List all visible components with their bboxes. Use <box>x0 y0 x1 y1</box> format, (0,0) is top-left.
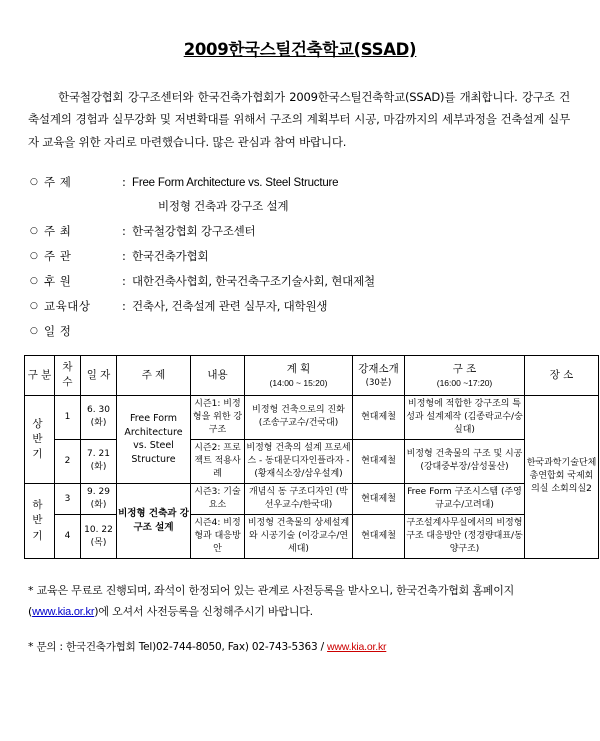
header-sublabel: (16:00 ~17:20) <box>436 377 493 388</box>
intro-paragraph <box>28 86 570 153</box>
cell-gubun: 상반기 <box>25 395 55 483</box>
cell-plan: 개념식 동 구조디자인 (박선우교수/한국대) <box>245 483 353 514</box>
cell-structure: 구조설계사무실에서의 비정형구조 대응방안 (정경량대표/동양구조) <box>405 515 525 559</box>
info-colon: : <box>122 175 126 190</box>
header-label: 장 소 <box>549 368 574 381</box>
circle-bullet-icon: ○ <box>30 177 38 188</box>
notice-text-before: 교육은 무료로 진행되며, 좌석이 한정되어 있는 관계로 사전등록을 받사오니, 한국건축가협회 홈페이지( <box>28 584 515 619</box>
cell-lecture: 현대제철 <box>353 483 405 514</box>
kia-url-link[interactable]: www.kia.or.kr <box>327 641 387 653</box>
cell-cha: 1 <box>55 395 81 439</box>
info-row <box>30 274 576 289</box>
cell-structure: Free Form 구조시스템 (주영규교수/고려대) <box>405 483 525 514</box>
header-label: 계 획 <box>286 362 311 375</box>
info-value: 건축사, 건축설계 관련 실무자, 대학원생 <box>132 299 328 314</box>
circle-bullet-icon: ○ <box>30 276 38 287</box>
info-colon: : <box>122 299 126 314</box>
cell-structure: 비정형 건축물의 구조 및 시공 (강대중부장/삼성물산) <box>405 439 525 483</box>
info-colon: : <box>122 224 126 239</box>
cell-cha: 3 <box>55 483 81 514</box>
page-title: 2009한국스틸건축학교(SSAD) <box>183 40 417 59</box>
cell-content: 시즌1: 비정형을 위한 강구조 <box>191 395 245 439</box>
header-cell-plan <box>245 356 353 395</box>
cell-place: 한국과학기술단체총연합회 국제회의실 소회의실2 <box>525 395 599 559</box>
cell-topic: Free Form Architecture vs. Steel Structure <box>117 395 191 483</box>
asterisk-icon: * <box>28 584 34 598</box>
info-row <box>30 324 576 339</box>
cell-date: 9. 29 (화) <box>81 483 117 514</box>
cell-gubun: 하반기 <box>25 483 55 558</box>
header-cell-place <box>525 356 599 395</box>
circle-bullet-icon: ○ <box>30 301 38 312</box>
cell-lecture: 현대제철 <box>353 395 405 439</box>
header-sublabel: (30분) <box>365 377 392 388</box>
cell-structure: 비정형에 적합한 강구조의 특성과 설계제작 (김종락교수/숭실대) <box>405 395 525 439</box>
cell-date: 7. 21 (화) <box>81 439 117 483</box>
cell-topic: 비정형 건축과 강구조 설계 <box>117 483 191 558</box>
cell-content: 시즌3: 기술요소 <box>191 483 245 514</box>
contact-line <box>28 639 574 654</box>
info-label: 주 최 <box>44 224 72 239</box>
info-subvalue: 비정형 건축과 강구조 설계 <box>158 199 289 214</box>
header-cell-cha <box>55 356 81 395</box>
table-row <box>25 395 599 439</box>
info-row <box>30 175 576 214</box>
cell-plan: 비정형 건축의 설계 프로세스 - 동대문디자인플라자 - (황재식소장/삼우설계) <box>245 439 353 483</box>
header-label: 강재소개 <box>358 362 399 375</box>
table-row <box>25 483 599 514</box>
cell-lecture: 현대제철 <box>353 515 405 559</box>
info-value: 대한건축사협회, 한국건축구조기술사회, 현대제철 <box>132 274 375 289</box>
header-cell-lecture <box>353 356 405 395</box>
info-label: 주 관 <box>44 249 72 264</box>
cell-date: 6. 30 (화) <box>81 395 117 439</box>
table-row <box>25 439 599 483</box>
info-label: 주 제 <box>44 175 72 190</box>
table-row <box>25 515 599 559</box>
header-cell-date <box>81 356 117 395</box>
info-label: 후 원 <box>44 274 72 289</box>
cell-content: 시즌4: 비정형과 대응방안 <box>191 515 245 559</box>
info-value: Free Form Architecture vs. Steel Structure <box>132 177 339 190</box>
circle-bullet-icon: ○ <box>30 226 38 237</box>
circle-bullet-icon: ○ <box>30 251 38 262</box>
info-value: 한국철강협회 강구조센터 <box>132 224 256 239</box>
header-cell-content <box>191 356 245 395</box>
info-row <box>30 249 576 264</box>
header-label: 구 분 <box>27 368 52 381</box>
header-label: 내용 <box>207 368 228 381</box>
info-colon: : <box>122 249 126 264</box>
header-label: 차 수 <box>62 361 73 389</box>
info-list <box>30 175 576 339</box>
notice-paragraph <box>28 581 574 623</box>
table-header-row <box>25 356 599 395</box>
circle-bullet-icon: ○ <box>30 326 38 337</box>
schedule-table <box>24 355 599 559</box>
notice-text-after: )에 오셔서 사전등록을 신청해주시기 바랍니다. <box>94 605 313 619</box>
cell-plan: 비정형 건축물의 상세설계와 시공기술 (이강교수/연세대) <box>245 515 353 559</box>
kia-homepage-link[interactable]: www.kia.or.kr <box>32 606 95 619</box>
header-cell-gubun <box>25 356 55 395</box>
intro-text: 한국철강협회 강구조센터와 한국건축가협회가 2009한국스틸건축학교(SSAD)를 개최합니다. 강구조 건축설계의 경험과 실무강화 및 저변확대를 위해서 구조의 계획부터 시공, 마감까지의 세부과정을 건축설계 실무자 교육을 위한 자리로 마련했습니다. 많은 관심과 참여 바랍니다. <box>28 90 570 149</box>
cell-lecture: 현대제철 <box>353 439 405 483</box>
info-row <box>30 299 576 314</box>
cell-cha: 2 <box>55 439 81 483</box>
header-cell-structure <box>405 356 525 395</box>
header-label: 구 조 <box>452 362 477 375</box>
cell-date: 10. 22 (목) <box>81 515 117 559</box>
info-label: 일 정 <box>44 324 72 339</box>
cell-cha: 4 <box>55 515 81 559</box>
header-label: 일 자 <box>86 368 111 381</box>
info-colon: : <box>122 274 126 289</box>
header-cell-topic <box>117 356 191 395</box>
info-row <box>30 224 576 239</box>
cell-content: 시즌2: 프로젝트 적용사례 <box>191 439 245 483</box>
header-sublabel: (14:00 ~ 15:20) <box>269 377 328 388</box>
cell-plan: 비정형 건축으로의 진화 (조송구교수/건국대) <box>245 395 353 439</box>
info-label: 교육대상 <box>44 299 91 314</box>
header-label: 주 제 <box>141 368 166 381</box>
info-value: 한국건축가협회 <box>132 249 209 264</box>
contact-text: 문의 : 한국건축가협회 Tel)02-744-8050, Fax) 02-743-5363 / <box>36 641 324 653</box>
asterisk-icon: * <box>28 640 34 653</box>
